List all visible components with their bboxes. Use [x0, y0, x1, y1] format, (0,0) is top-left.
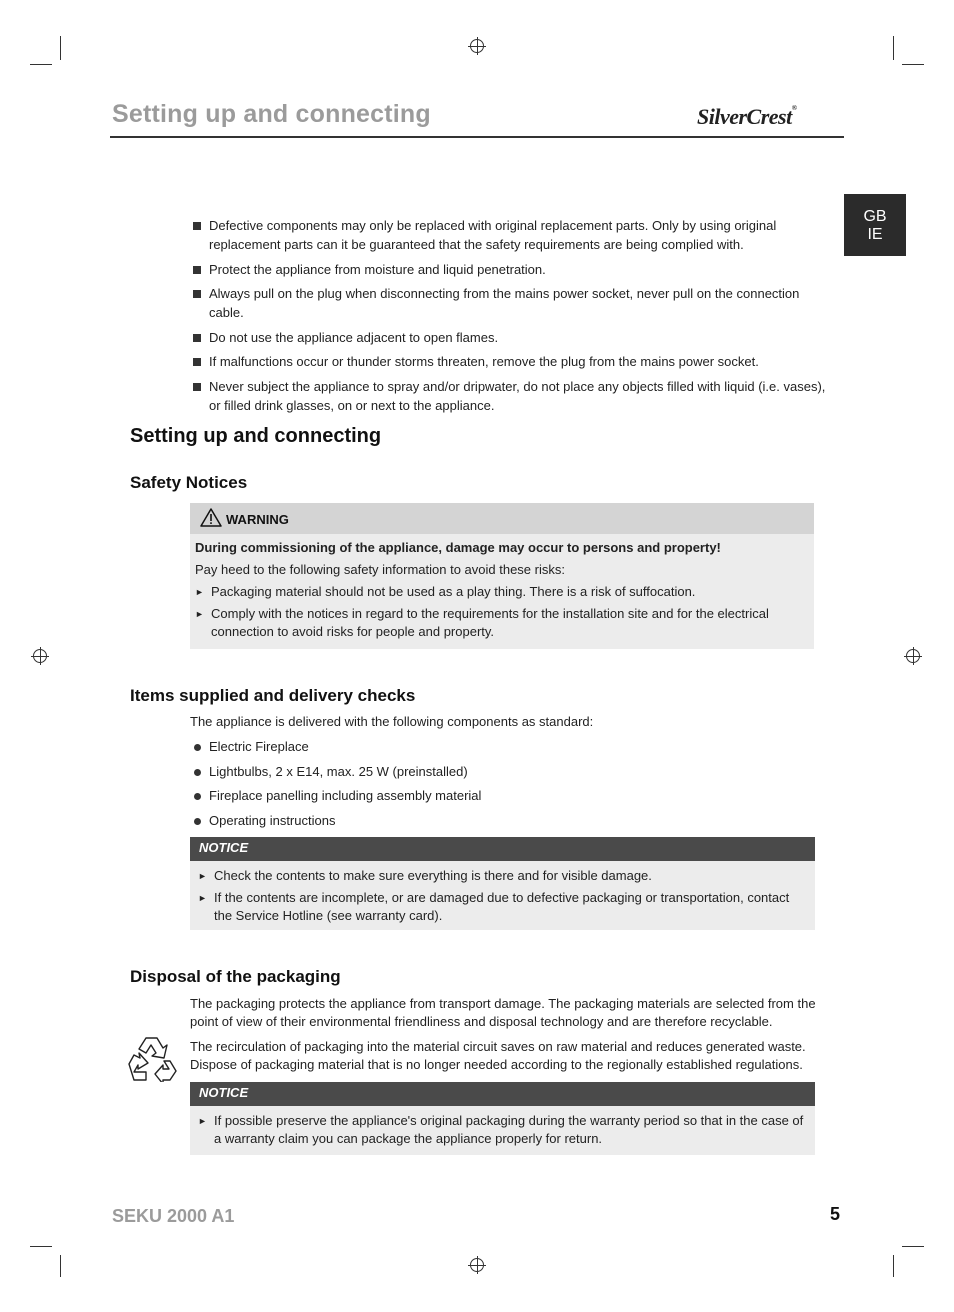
- items-supplied-intro: The appliance is delivered with the following components as standard:: [190, 714, 594, 729]
- crop-mark: [30, 1246, 52, 1247]
- registration-mark-icon: [470, 39, 484, 53]
- registration-mark-icon: [906, 649, 920, 663]
- crop-mark: [60, 1255, 61, 1277]
- header-divider: [110, 136, 844, 138]
- list-item-text: If malfunctions occur or thunder storms threaten, remove the plug from the mains power socket.: [209, 354, 759, 369]
- arrow-bullet-icon: ►: [198, 871, 207, 881]
- list-item: [193, 738, 481, 763]
- registration-mark-icon: [470, 1258, 484, 1272]
- warning-label: WARNING: [226, 512, 289, 527]
- list-item-text: Always pull on the plug when disconnecting from the mains power socket, never pull on the connection cable.: [209, 286, 800, 320]
- warning-list: [195, 583, 809, 641]
- dot-bullet-icon: [194, 744, 201, 751]
- disposal-paragraph: The packaging protects the appliance from transport damage. The packaging materials are selected from the point of view of their environmental friendliness and disposal technology and are therefore recyclable.: [190, 996, 816, 1029]
- list-item-text: Protect the appliance from moisture and liquid penetration.: [209, 261, 546, 277]
- crop-mark: [893, 36, 894, 60]
- list-item-text: Lightbulbs, 2 x E14, max. 25 W (preinstalled): [209, 763, 468, 779]
- section-title: Setting up and connecting: [130, 425, 382, 447]
- square-bullet-icon: [193, 266, 201, 274]
- brand-name: SilverCrest: [697, 104, 792, 129]
- language-code: IE: [867, 226, 883, 243]
- crop-mark: [30, 64, 52, 65]
- notice-label: NOTICE: [190, 1082, 815, 1106]
- safety-bullet-list: [193, 216, 833, 420]
- list-item: [198, 867, 807, 885]
- list-item: [193, 216, 833, 254]
- arrow-bullet-icon: ►: [198, 893, 207, 903]
- square-bullet-icon: [193, 383, 201, 391]
- list-item: [193, 328, 833, 347]
- list-item: [193, 260, 833, 279]
- list-item-text: Check the contents to make sure everything is there and for visible damage.: [214, 868, 652, 883]
- items-supplied-heading: Items supplied and delivery checks: [130, 686, 416, 705]
- crop-mark: [893, 1255, 894, 1277]
- warning-header: [190, 503, 814, 534]
- list-item: [193, 812, 481, 837]
- page-header-title: Setting up and connecting: [112, 100, 431, 128]
- footer-model: SEKU 2000 A1: [112, 1206, 235, 1226]
- arrow-bullet-icon: ►: [195, 609, 204, 619]
- warning-box: [190, 503, 814, 649]
- notice-list: [190, 1106, 815, 1154]
- list-item-text: Comply with the notices in regard to the requirements for the installation site and for the electrical connection to avoid risks for people and property.: [211, 606, 769, 639]
- disposal-paragraph: The recirculation of packaging into the material circuit saves on raw material and reduces generated waste. Dispose of packaging material that is no longer needed according to the regionally established regulations.: [190, 1039, 806, 1072]
- dot-bullet-icon: [194, 793, 201, 800]
- list-item: [193, 352, 833, 371]
- arrow-bullet-icon: ►: [195, 587, 204, 597]
- square-bullet-icon: [193, 222, 201, 230]
- list-item: [195, 583, 809, 601]
- page-number: 5: [830, 1204, 841, 1224]
- language-tab: [844, 194, 906, 256]
- square-bullet-icon: [193, 358, 201, 366]
- list-item-text: Fireplace panelling including assembly material: [209, 788, 482, 803]
- list-item: [193, 284, 833, 322]
- square-bullet-icon: [193, 334, 201, 342]
- language-code: GB: [863, 208, 887, 225]
- warning-bold-text: During commissioning of the appliance, damage may occur to persons and property!: [195, 540, 721, 555]
- recycle-icon: [126, 1034, 178, 1082]
- list-item-text: Defective components may only be replaced with original replacement parts. Only by using original replacement parts can it be guaranteed that the safety requirements are being complied with.: [209, 218, 777, 252]
- list-item: [198, 889, 807, 925]
- registration-mark-icon: [33, 649, 47, 663]
- notice-box: [190, 837, 815, 930]
- dot-bullet-icon: [194, 769, 201, 776]
- list-item: [193, 763, 481, 788]
- brand-logo: [697, 104, 796, 130]
- list-item-text: Operating instructions: [209, 812, 336, 828]
- safety-notices-heading: Safety Notices: [130, 473, 248, 492]
- brand-registered-mark: ®: [791, 104, 797, 112]
- items-list: [193, 738, 481, 836]
- list-item-text: Packaging material should not be used as a play thing. There is a risk of suffocation.: [211, 584, 696, 599]
- list-item-text: Never subject the appliance to spray and/or dripwater, do not place any objects filled with liquid (i.e. vases), or filled drink glasses, on or next to the appliance.: [209, 378, 826, 413]
- list-item-text: If the contents are incomplete, or are damaged due to defective packaging or transportation, contact the Service Hotline (see warranty card).: [214, 890, 790, 923]
- list-item-text: Do not use the appliance adjacent to open flames.: [209, 329, 499, 345]
- crop-mark: [60, 36, 61, 60]
- list-item: [198, 1112, 807, 1148]
- disposal-heading: Disposal of the packaging: [130, 967, 341, 986]
- dot-bullet-icon: [194, 818, 201, 825]
- warning-triangle-icon: [200, 508, 222, 527]
- warning-intro: Pay heed to the following safety information to avoid these risks:: [195, 562, 565, 577]
- list-item-text: Electric Fireplace: [209, 739, 309, 754]
- list-item: [193, 377, 833, 415]
- warning-body: [190, 534, 814, 641]
- square-bullet-icon: [193, 290, 201, 298]
- list-item-text: If possible preserve the appliance's original packaging during the warranty period so that in the case of a warranty claim you can package the appliance properly for return.: [214, 1113, 804, 1146]
- notice-box: [190, 1082, 815, 1155]
- crop-mark: [902, 64, 924, 65]
- arrow-bullet-icon: ►: [198, 1116, 207, 1126]
- list-item: [195, 605, 809, 641]
- crop-mark: [902, 1246, 924, 1247]
- notice-list: [190, 861, 815, 931]
- notice-label: NOTICE: [190, 837, 815, 861]
- list-item: [193, 787, 481, 812]
